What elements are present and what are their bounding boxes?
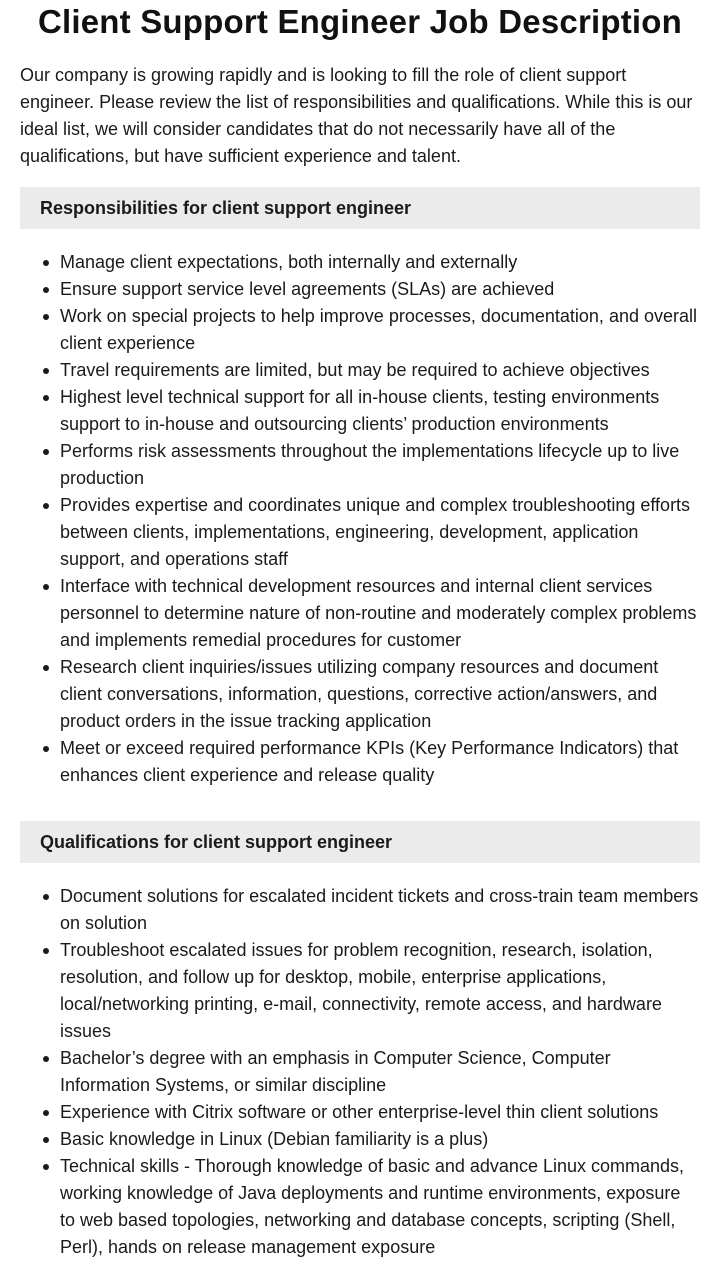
bullet-icon bbox=[43, 665, 49, 671]
list-item-text: Performs risk assessments throughout the implementations lifecycle up to live production bbox=[60, 441, 680, 488]
list-item-text: Basic knowledge in Linux (Debian familiarity is a plus) bbox=[60, 1129, 489, 1149]
list-item-text: Highest level technical support for all in-house clients, testing environments support to in-house and outsourcing clients’ production environments bbox=[60, 387, 660, 434]
list-item bbox=[60, 654, 700, 735]
list-item-text: Research client inquiries/issues utilizing company resources and document client conversations, information, questions, corrective action/answers, and product orders in the issue tracking application bbox=[60, 657, 659, 731]
list-item-text: Provides expertise and coordinates unique and complex troubleshooting efforts between clients, implementations, engineering, development, application support, and operations staff bbox=[60, 495, 691, 569]
list-item bbox=[60, 384, 700, 438]
qualifications-list bbox=[20, 883, 700, 1261]
bullet-icon bbox=[43, 1056, 49, 1062]
intro-paragraph: Our company is growing rapidly and is looking to fill the role of client support engineer. Please review the list of responsibilities and qualifications. While this is our ideal list, we will consider candidates that do not necessarily have all of the qualifications, but have sufficient experience and talent. bbox=[20, 65, 693, 166]
list-item-text: Troubleshoot escalated issues for problem recognition, research, isolation, resolution, and follow up for desktop, mobile, enterprise applications, local/networking printing, e-mail, connectivity, remote access, and hardware issues bbox=[60, 940, 662, 1041]
list-item-text: Bachelor’s degree with an emphasis in Computer Science, Computer Information Systems, or similar discipline bbox=[60, 1048, 611, 1095]
list-item bbox=[60, 357, 700, 384]
bullet-icon bbox=[43, 1164, 49, 1170]
list-item-text: Meet or exceed required performance KPIs (Key Performance Indicators) that enhances client experience and release quality bbox=[60, 738, 679, 785]
list-item-text: Experience with Citrix software or other enterprise-level thin client solutions bbox=[60, 1102, 659, 1122]
list-item-text: Technical skills - Thorough knowledge of basic and advance Linux commands, working knowledge of Java deployments and runtime environments, exposure to web based topologies, networking and database concepts, scripting (Shell, Perl), hands on release management exposure bbox=[60, 1156, 685, 1257]
bullet-icon bbox=[43, 948, 49, 954]
bullet-icon bbox=[43, 287, 49, 293]
list-item bbox=[60, 735, 700, 789]
list-item-text: Manage client expectations, both internally and externally bbox=[60, 252, 518, 272]
list-item-text: Travel requirements are limited, but may be required to achieve objectives bbox=[60, 360, 650, 380]
responsibilities-list bbox=[20, 249, 700, 789]
list-item bbox=[60, 1045, 700, 1099]
bullet-icon bbox=[43, 746, 49, 752]
bullet-icon bbox=[43, 1137, 49, 1143]
list-item bbox=[60, 937, 700, 1045]
bullet-icon bbox=[43, 314, 49, 320]
bullet-icon bbox=[43, 503, 49, 509]
bullet-icon bbox=[43, 260, 49, 266]
list-item bbox=[60, 438, 700, 492]
list-item bbox=[60, 1099, 700, 1126]
bullet-icon bbox=[43, 584, 49, 590]
list-item bbox=[60, 276, 700, 303]
bullet-icon bbox=[43, 1110, 49, 1116]
list-item bbox=[60, 1153, 700, 1261]
list-item bbox=[60, 573, 700, 654]
list-item-text: Interface with technical development resources and internal client services personnel to determine nature of non-routine and moderately complex problems and implements remedial procedures for customer bbox=[60, 576, 697, 650]
page-title: Client Support Engineer Job Description bbox=[37, 3, 683, 40]
list-item-text: Ensure support service level agreements (SLAs) are achieved bbox=[60, 279, 555, 299]
bullet-icon bbox=[43, 894, 49, 900]
list-item bbox=[60, 883, 700, 937]
list-item-text: Document solutions for escalated incident tickets and cross-train team members on solution bbox=[60, 886, 699, 933]
list-item bbox=[60, 303, 700, 357]
responsibilities-heading: Responsibilities for client support engineer bbox=[20, 187, 700, 229]
list-item bbox=[60, 1126, 700, 1153]
list-item bbox=[60, 492, 700, 573]
qualifications-heading: Qualifications for client support engineer bbox=[20, 821, 700, 863]
list-item bbox=[60, 249, 700, 276]
bullet-icon bbox=[43, 395, 49, 401]
bullet-icon bbox=[43, 368, 49, 374]
list-item-text: Work on special projects to help improve processes, documentation, and overall client experience bbox=[60, 306, 697, 353]
bullet-icon bbox=[43, 449, 49, 455]
